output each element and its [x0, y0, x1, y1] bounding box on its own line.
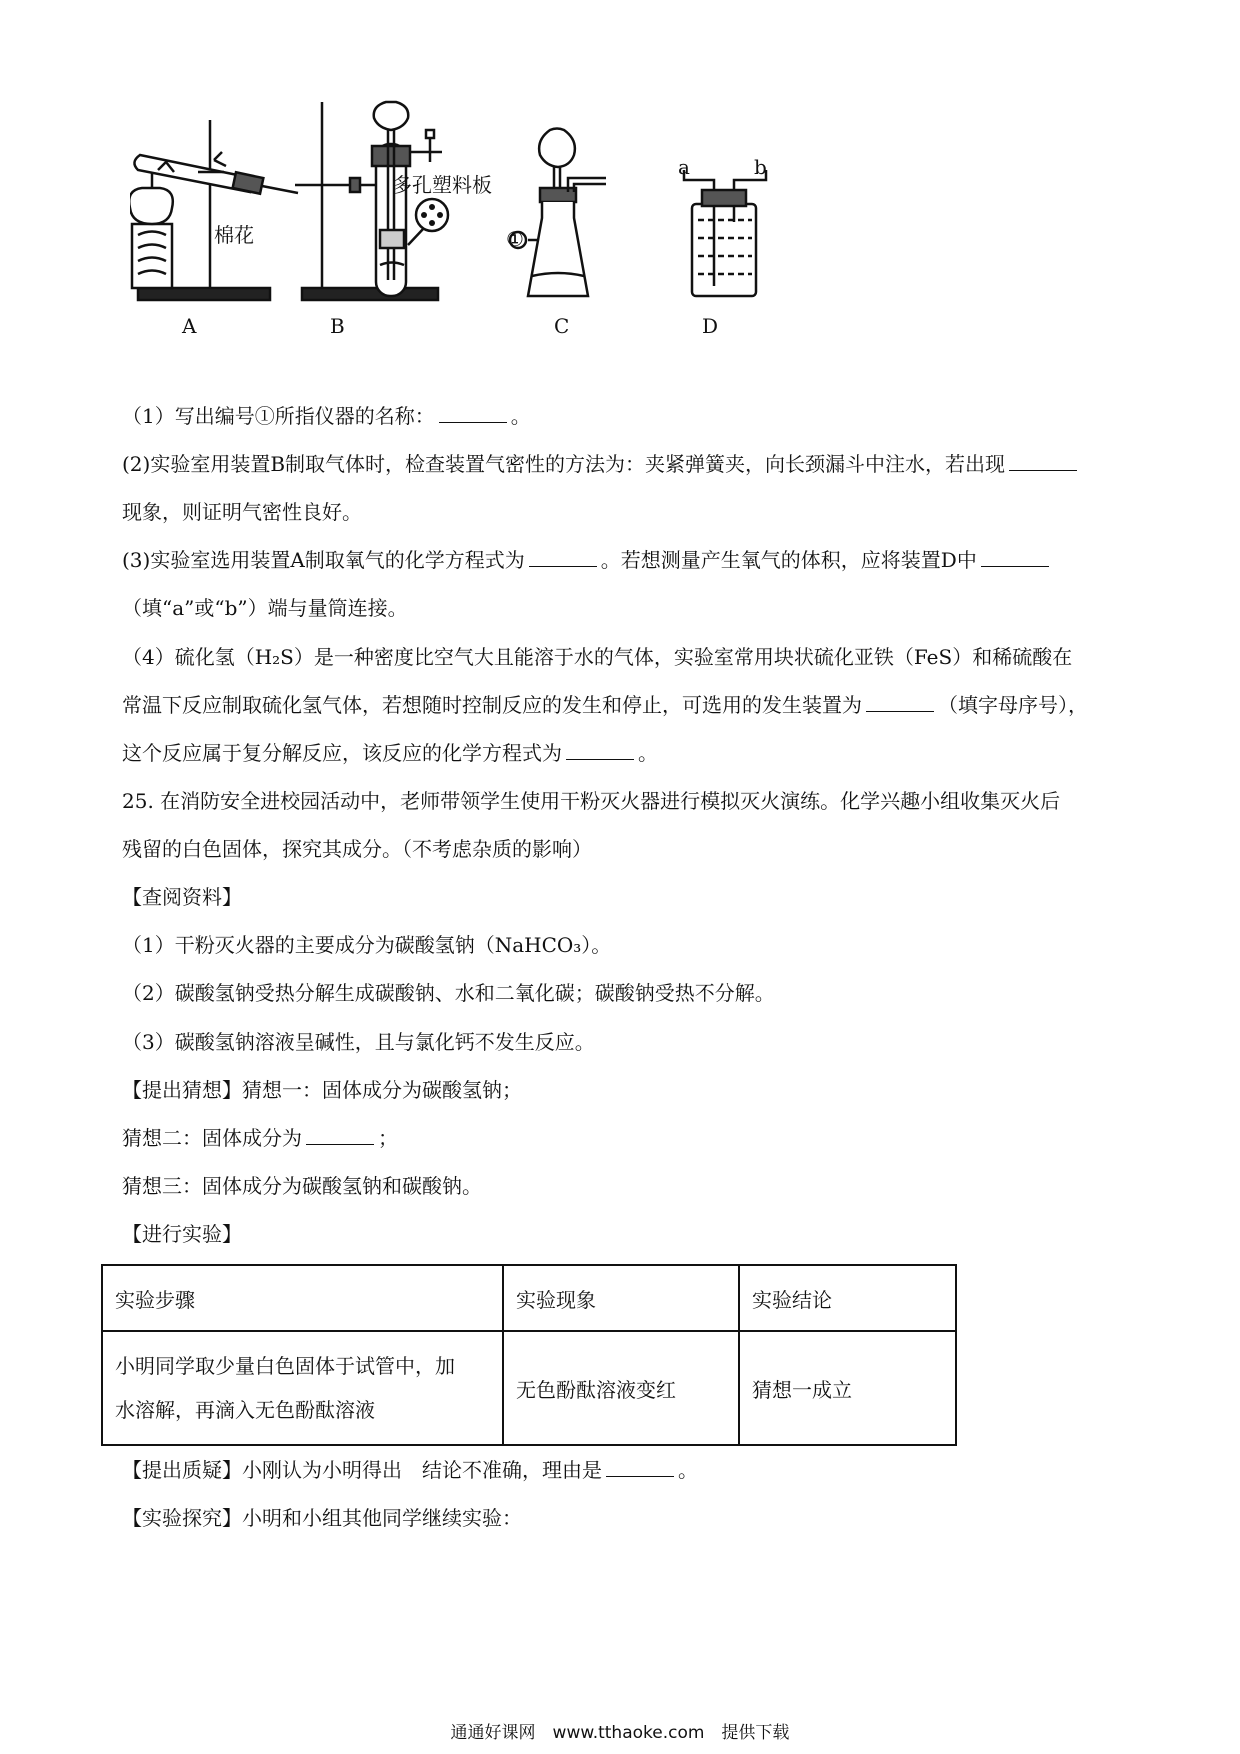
q25-reference-2: （2）碳酸氢钠受热分解生成碳酸钠、水和二氧化碳；碳酸钠受热不分解。 [122, 981, 775, 1005]
label-apparatus-b: B [330, 314, 345, 338]
q25-guess-2 [122, 1124, 1132, 1152]
q25-intro-line1: 25. 在消防安全进校园活动中，老师带领学生使用干粉灭火器进行模拟灭火演练。化学兴趣小组收集灭火后 [122, 789, 1061, 813]
answer-blank [566, 741, 634, 760]
apparatus-figure [130, 100, 930, 400]
q24-part1-end: 。 [510, 404, 531, 428]
q24-part4-text: 常温下反应制取硫化氢气体，若想随时控制反应的发生和停止，可选用的发生装置为 [122, 693, 862, 717]
q24-part4c-text: 这个反应属于复分解反应，该反应的化学方程式为 [122, 741, 562, 765]
q24-part1 [122, 402, 1132, 430]
q24-part4c-end: 。 [638, 741, 658, 765]
answer-blank [1009, 452, 1077, 471]
answer-blank [439, 404, 507, 423]
label-apparatus-c: C [554, 314, 570, 338]
table-cell-conclusion: 猜想一成立 [739, 1331, 956, 1445]
label-port-b: b [754, 155, 767, 179]
q24-part2-line2: 现象，则证明气密性良好。 [122, 500, 362, 524]
q24-part1-text: （1）写出编号①所指仪器的名称： [122, 404, 435, 428]
table-cell-phenomenon: 无色酚酞溶液变红 [503, 1331, 739, 1445]
q25-explore: 【实验探究】小明和小组其他同学继续实验： [122, 1506, 522, 1530]
answer-blank [606, 1458, 674, 1477]
q24-part4-line3 [122, 739, 1132, 767]
page-footer: 通通好课网 www.tthaoke.com 提供下载 [450, 1723, 790, 1743]
q25-intro-line2: 残留的白色固体，探究其成分。（不考虑杂质的影响） [122, 837, 592, 861]
q24-part4-end: （填字母序号）， [938, 693, 1088, 717]
q24-part2-text: (2)实验室用装置B制取气体时，检查装置气密性的方法为：夹紧弹簧夹，向长颈漏斗中注水，若出现 [122, 452, 1006, 476]
answer-blank [306, 1126, 374, 1145]
table-header-step: 实验步骤 [102, 1265, 503, 1331]
apparatus-c [510, 129, 606, 297]
apparatus-b [295, 102, 448, 300]
q25-reference-1: （1）干粉灭火器的主要成分为碳酸氢钠（NaHCO₃）。 [122, 933, 612, 957]
q25-experiment-title: 【进行实验】 [122, 1222, 242, 1246]
q25-guess-1: 【提出猜想】猜想一：固体成分为碳酸氢钠； [122, 1078, 522, 1102]
q24-part4-line1: （4）硫化氢（H₂S）是一种密度比空气大且能溶于水的气体，实验室常用块状硫化亚铁（FeS）和稀硫酸在 [122, 645, 1073, 669]
label-porous-plate: 多孔塑料板 [392, 173, 492, 197]
table-header-conclusion: 实验结论 [739, 1265, 956, 1331]
q25-guess-3: 猜想三：固体成分为碳酸氢钠和碳酸钠。 [122, 1174, 482, 1198]
label-cotton: 棉花 [214, 223, 254, 247]
q25-guess-2-text: 猜想二：固体成分为 [122, 1126, 302, 1150]
q24-part3-line2: （填“a”或“b”）端与量筒连接。 [122, 596, 408, 620]
label-port-a: a [678, 155, 690, 179]
table-row [102, 1331, 956, 1445]
table-header-phenomenon: 实验现象 [503, 1265, 739, 1331]
answer-blank [981, 548, 1049, 567]
q25-reference-3: （3）碳酸氢钠溶液呈碱性，且与氯化钙不发生反应。 [122, 1030, 595, 1054]
q25-doubt [122, 1456, 1132, 1484]
q24-part3-mid: 。若想测量产生氧气的体积，应将装置D中 [600, 548, 977, 572]
apparatus-d [684, 170, 766, 296]
experiment-table [101, 1264, 957, 1446]
q24-part3-text: (3)实验室选用装置A制取氧气的化学方程式为 [122, 548, 525, 572]
label-marker-1: ① [506, 227, 524, 251]
table-cell-step [102, 1331, 503, 1445]
answer-blank [529, 548, 597, 567]
q25-doubt-text: 【提出质疑】小刚认为小明得出 结论不准确，理由是 [122, 1458, 602, 1482]
q24-part4-line2 [122, 691, 1132, 719]
label-apparatus-a: A [182, 314, 197, 338]
q25-doubt-end: 。 [678, 1458, 698, 1482]
table-cell-step-line1: 小明同学取少量白色固体于试管中，加 [115, 1354, 455, 1378]
apparatus-a [130, 120, 298, 300]
q24-part3-line1 [122, 546, 1132, 574]
answer-blank [866, 693, 934, 712]
q25-reference-title: 【查阅资料】 [122, 885, 242, 909]
q24-part2-line1 [122, 450, 1132, 478]
table-header-row [102, 1265, 956, 1331]
label-apparatus-d: D [702, 314, 719, 338]
q25-guess-2-end: ； [378, 1126, 398, 1150]
table-cell-step-line2: 水溶解，再滴入无色酚酞溶液 [115, 1398, 375, 1422]
